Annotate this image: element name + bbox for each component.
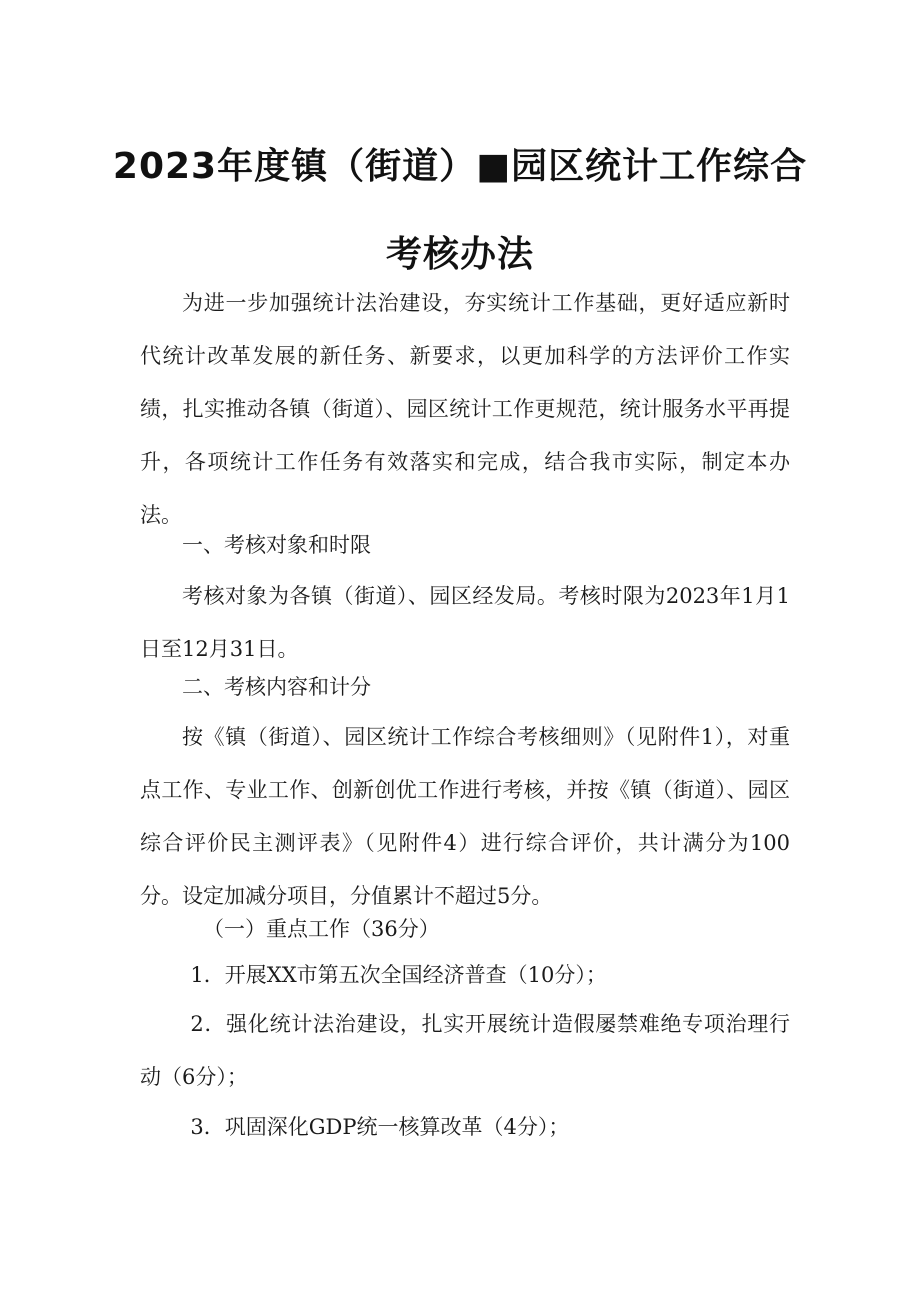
document-title-line-2: 考核办法 bbox=[385, 234, 534, 275]
list-item: 1．开展XX市第五次全国经济普查（10分）； bbox=[190, 963, 607, 987]
intro-paragraph: 为进一步加强统计法治建设，夯实统计工作基础，更好适应新时代统计改革发展的新任务、新要求，以更加科学的方法评价工作实绩，扎实推动各镇（街道）、园区统计工作更规范，统计服务水平再提升，各项统计工作任务有效落实和完成，结合我市实际，制定本办法。 bbox=[140, 291, 790, 527]
section-1-heading: 一、考核对象和时限 bbox=[182, 533, 371, 557]
section-1-paragraph: 考核对象为各镇（街道）、园区经发局。考核时限为2023年1月1日至12月31日。 bbox=[140, 584, 790, 661]
list-item: 2．强化统计法治建设，扎实开展统计造假屡禁难绝专项治理行动（6分）； bbox=[140, 1012, 790, 1089]
document-title-line-1: 2023年度镇（街道）■园区统计工作综合 bbox=[112, 146, 808, 187]
section-2-heading: 二、考核内容和计分 bbox=[182, 675, 371, 699]
list-item: 3．巩固深化GDP统一核算改革（4分）； bbox=[190, 1115, 570, 1139]
section-2-paragraph: 按《镇（街道）、园区统计工作综合考核细则》（见附件1），对重点工作、专业工作、创新创优工作进行考核，并按《镇（街道）、园区综合评价民主测评表》（见附件4）进行综合评价，共计满分为100分。设定加减分项目，分值累计不超过5分。 bbox=[140, 725, 790, 908]
subsection-1-heading: （一）重点工作（36分） bbox=[203, 917, 440, 941]
